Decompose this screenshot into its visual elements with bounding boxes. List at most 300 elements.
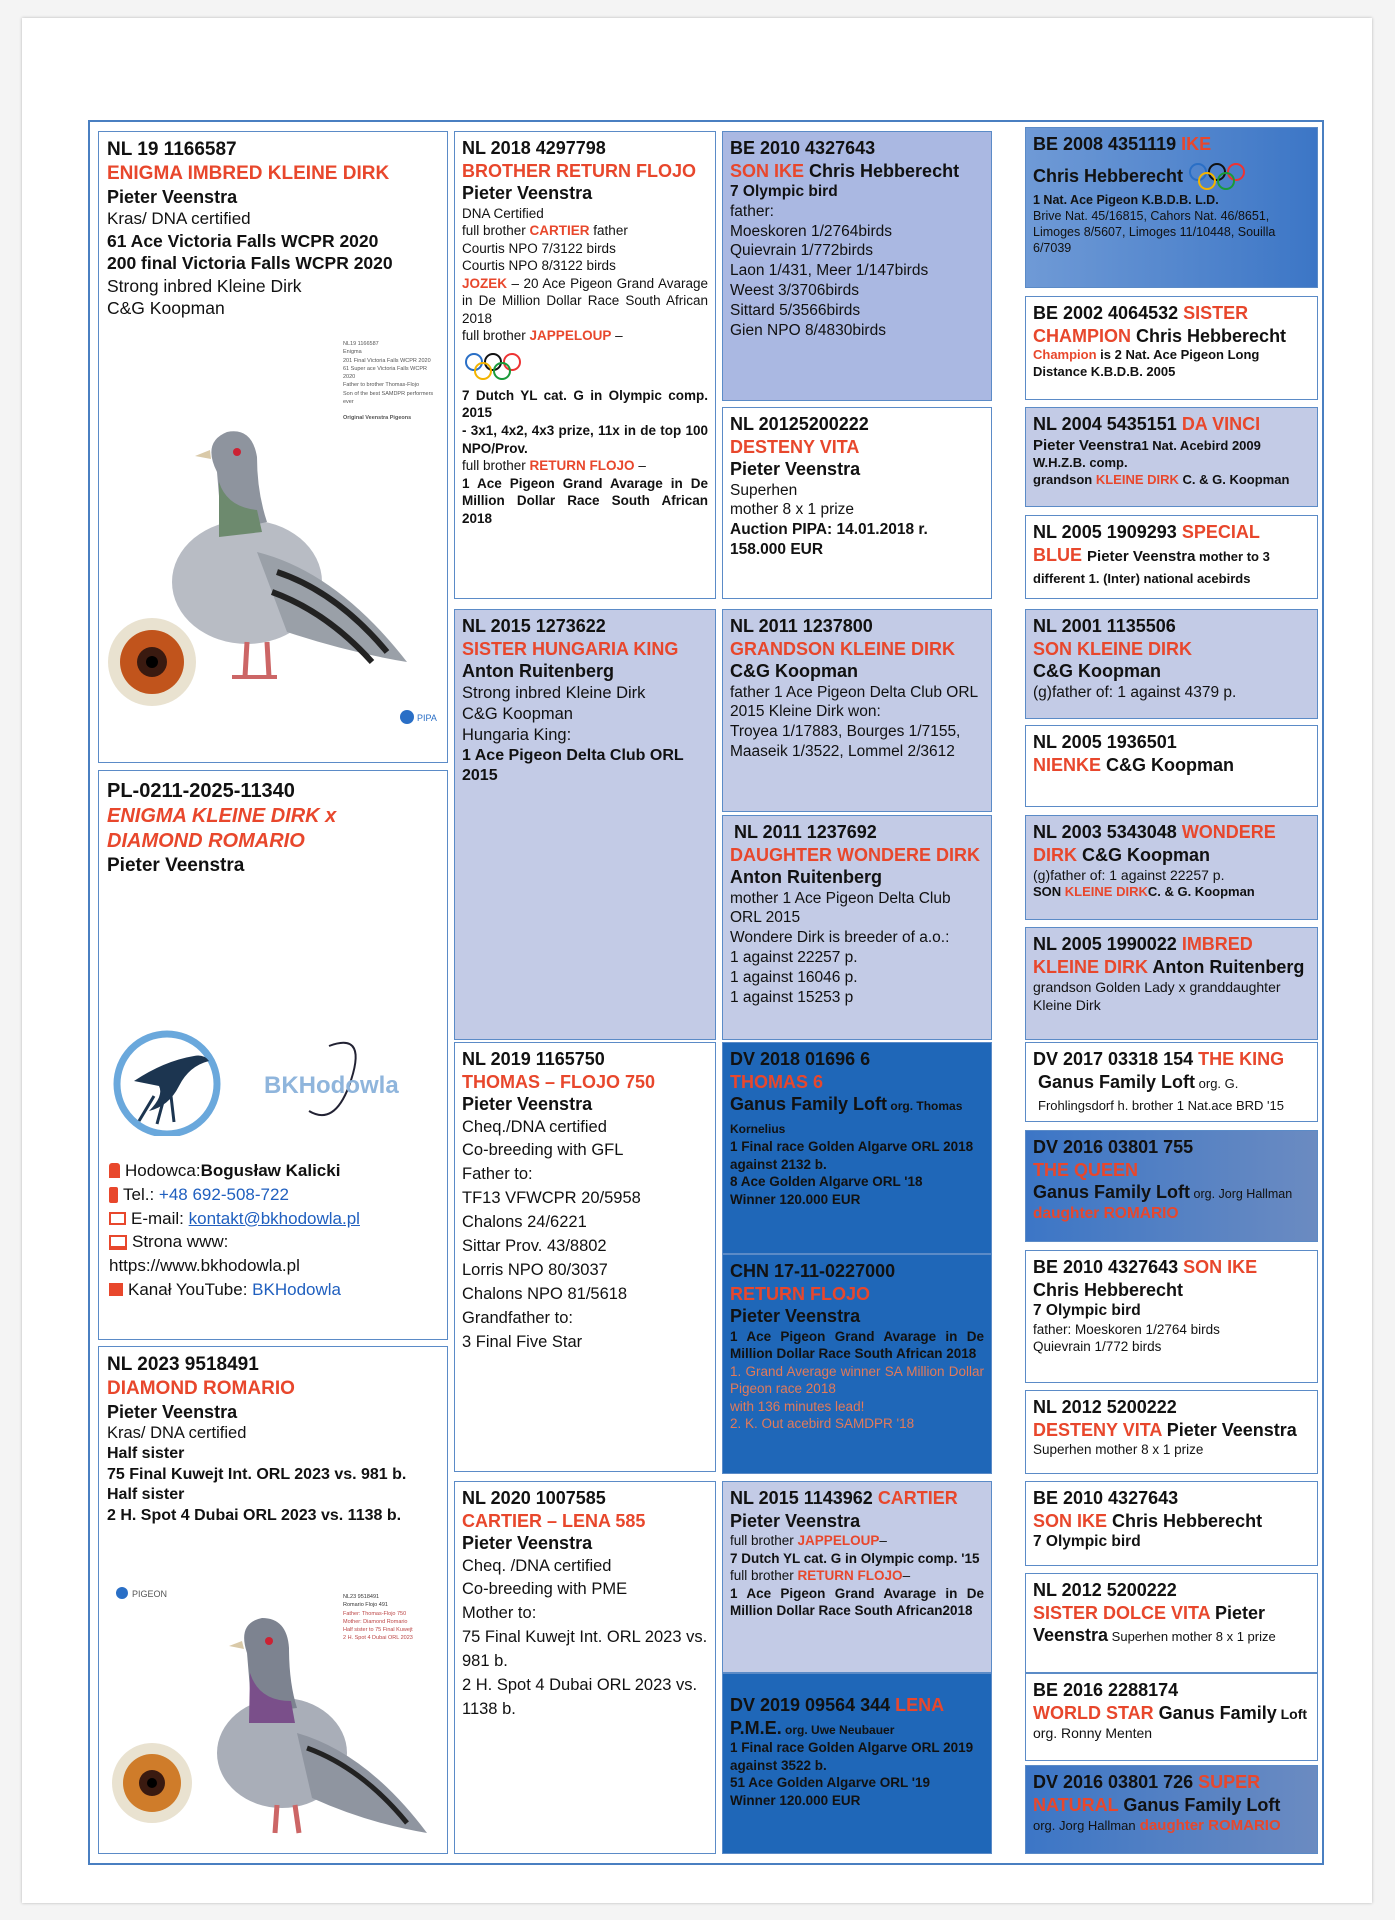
ring-number: CHN 17-11-0227000: [730, 1261, 896, 1281]
gen4-box-6: [1025, 725, 1318, 807]
pigeon-name: SPECIAL BLUE: [1033, 522, 1260, 565]
ring-number: NL 2001 1135506: [1033, 616, 1176, 636]
sire-details: [462, 205, 708, 528]
ring-number: NL 2011 1237800: [730, 616, 873, 636]
text: 1 Nat. Acebird 2009 W.H.Z.B. comp.: [1033, 437, 1261, 470]
pigeon-name: THE KING: [1198, 1049, 1285, 1069]
info-line: Cheq./DNA certified: [462, 1117, 607, 1136]
info-line: Laon 1/431, Meer 1/147birds: [730, 262, 929, 280]
info-line: (g)father of: 1 against 22257 p.: [1033, 867, 1225, 883]
pigeon-name: DESTENY VITA: [730, 436, 860, 457]
info-line: 75 Final Kuwejt Int. ORL 2023 vs. 981 b.: [107, 1465, 407, 1483]
info-line: TF13 VFWCPR 20/5958: [462, 1189, 641, 1208]
ring-number: BE 2016 2288174: [1033, 1680, 1179, 1700]
owner: Anton Ruitenberg: [1152, 956, 1305, 977]
info-line: 51 Ace Golden Algarve ORL '19: [730, 1775, 931, 1791]
pigeon-name: ENIGMA KLEINE DIRK x: [107, 805, 337, 827]
info-line: 7 Dutch YL cat. G in Olympic comp. '15: [730, 1550, 980, 1566]
ring-name: [730, 1694, 984, 1717]
info-line: 1 against 16046 p.: [730, 968, 858, 986]
ring-name: [730, 1487, 984, 1510]
pigeon-name: LENA: [895, 1695, 945, 1715]
gen4-box-7: [1025, 815, 1318, 920]
info-line: Superhen: [730, 481, 798, 499]
info-line: Auction PIPA: 14.01.2018 r. 158.000 EUR: [730, 521, 928, 558]
info-line: 1 Final race Golden Algarve ORL 2019 against 3522 b.: [730, 1740, 974, 1773]
gen4-box-9: [1025, 1042, 1318, 1122]
origin: org. Jorg Hallman: [1190, 1187, 1293, 1201]
olympic-rings-icon: [1188, 162, 1246, 192]
pigeon-name: WORLD STAR: [1033, 1702, 1154, 1723]
owner: Pieter Veenstra: [1033, 1602, 1266, 1645]
info-line: mother to 3 different 1. (Inter) national acebirds: [1033, 548, 1270, 587]
info-line: Winner 120.000 EUR: [730, 1792, 861, 1808]
ring-number: BE 2002 4064532: [1033, 303, 1179, 323]
owner-line: [1033, 162, 1310, 192]
gen4-box-8: [1025, 927, 1318, 1040]
highlight: RETURN FLOJO: [797, 1568, 903, 1584]
info-line: 1 Final race Golden Algarve ORL 2018 against 2132 b.: [730, 1139, 974, 1172]
info-line: Half sister: [107, 1486, 185, 1504]
ring-number: NL 2005 1936501: [1033, 732, 1177, 752]
ring-number: NL 2015 1273622: [462, 616, 606, 636]
owner: Pieter Veenstra: [462, 183, 593, 203]
info-line: [1033, 472, 1310, 489]
breeder-name: Bogusław Kalicki: [200, 1161, 341, 1180]
text: –: [902, 1568, 911, 1584]
gen3-box-2: [722, 407, 992, 599]
info-line: - 3x1, 4x2, 4x3 prize, 11x in de top 100 NPO/Prov.: [462, 422, 708, 456]
pigeon-name: SUPER NATURAL: [1033, 1772, 1261, 1815]
pigeon-name: ENIGMA IMBRED KLEINE DIRK: [107, 162, 390, 184]
ring-name: [1033, 521, 1310, 589]
info-line: [462, 327, 708, 345]
caption-line: NL19 1166587: [343, 341, 379, 347]
gen4-box-5: [1025, 609, 1318, 719]
ring-number: DV 2018 01696 6: [730, 1049, 871, 1069]
owner: Pieter Veenstra: [1087, 547, 1196, 565]
info-line: Co-breeding with GFL: [462, 1141, 624, 1160]
ring-number: DV 2019 09564 344: [730, 1695, 891, 1715]
owner: Pieter Veenstra: [730, 459, 861, 479]
pigeon-logo: PIGEON: [132, 1589, 168, 1599]
ring-name: [1033, 133, 1310, 156]
dam-photo-card: [107, 1583, 437, 1845]
info-line: mother 8 x 1 prize: [730, 501, 855, 519]
info-line: (g)father of: 1 against 4379 p.: [1033, 683, 1237, 701]
info-line: daughter ROMARIO: [1033, 1204, 1179, 1222]
pigeon-name: DESTENY VITA: [1033, 1419, 1162, 1440]
email-label: E-mail:: [131, 1208, 184, 1228]
youtube-row: [109, 1278, 439, 1302]
text: full brother: [730, 1533, 798, 1548]
gen3-box-8: [722, 1673, 992, 1854]
info-line: Quievrain 1/772 birds: [1033, 1339, 1162, 1355]
ring-number: BE 2010 4327643: [1033, 1488, 1179, 1508]
info-line: 3 Final Five Star: [462, 1332, 583, 1351]
ring-name: [1033, 413, 1310, 436]
ring-number: NL 2003 5343048: [1033, 822, 1177, 842]
ring-number: NL 2023 9518491: [107, 1354, 259, 1375]
info-line: 1 Nat. Ace Pigeon K.B.D.B. L.D.: [1033, 192, 1219, 207]
phone-row: [109, 1183, 439, 1207]
text: full brother: [462, 328, 530, 344]
gen4-box-1: [1025, 127, 1318, 288]
caption-line: Father to brother Thomas-Flojo: [343, 382, 420, 389]
gen3-box-7: [722, 1481, 992, 1673]
owner-line: [730, 1717, 984, 1740]
ring-number: NL 2020 1007585: [462, 1488, 606, 1508]
text: C. & G. Koopman: [1147, 884, 1255, 900]
info-line: grandson Golden Lady x granddaughter Kleine Dirk: [1033, 979, 1281, 1014]
ring-number: BE 2008 4351119: [1033, 134, 1177, 154]
highlight: JAPPELOUP: [797, 1533, 880, 1548]
gen3-box-5: [722, 1042, 992, 1254]
www-link[interactable]: https://www.bkhodowla.pl: [109, 1256, 300, 1276]
pigeon-name: DAUGHTER WONDERE DIRK: [730, 844, 980, 865]
text: –: [879, 1533, 887, 1548]
info-line: Lorris NPO 80/3037: [462, 1261, 608, 1280]
owner: Pieter Veenstra: [730, 1510, 861, 1531]
owner: Pieter Veenstra: [462, 1533, 593, 1553]
pigeon-name: GRANDSON KLEINE DIRK: [730, 638, 956, 659]
phone-label: Tel.:: [123, 1184, 155, 1204]
pigeon-name: RETURN FLOJO: [730, 1283, 871, 1304]
ring-number: DV 2016 03801 755: [1033, 1137, 1194, 1157]
info-line: Kras/ DNA certified: [107, 209, 251, 228]
ring-number: DV 2016 03801 726: [1033, 1772, 1194, 1792]
pigeon-name: SON KLEINE DIRK: [1033, 638, 1193, 659]
youtube-link[interactable]: BKHodowla: [252, 1279, 341, 1299]
dam-photo-caption: [343, 1593, 437, 1643]
ring-number: NL 20125200222: [730, 414, 869, 434]
owner: Ganus Family Loft: [1038, 1071, 1196, 1092]
ring-name: [1033, 1256, 1310, 1279]
highlight: Champion: [1033, 347, 1097, 362]
info-line: [462, 222, 708, 240]
text: full brother: [462, 223, 530, 239]
dam-pigeon-box: [98, 1346, 448, 1854]
ring-number: NL 2012 5200222: [1033, 1580, 1177, 1600]
owner: Chris Hebberecht: [1033, 165, 1184, 186]
photo-caption: [343, 340, 437, 422]
text: –: [611, 328, 623, 344]
pigeon-name: DA VINCI: [1181, 414, 1261, 434]
caption-line: Father: Thomas-Flojo 750: [343, 1610, 407, 1617]
olympic-rings-icon: [464, 351, 524, 383]
pigeon-name: WONDERE DIRK: [1033, 822, 1276, 865]
name-owner: [1033, 1602, 1310, 1647]
ring-name: [1033, 933, 1310, 978]
info-line: mother 1 Ace Pigeon Delta Club ORL 2015: [730, 889, 951, 927]
ring-number: NL 19 1166587: [107, 139, 237, 160]
www-row: [109, 1230, 439, 1254]
gen4-box-10: [1025, 1130, 1318, 1242]
logo-text: BKHodowla: [264, 1072, 399, 1099]
ring-number: DV 2017 03318 154: [1033, 1049, 1194, 1069]
caption-line: NL23 9518491: [343, 1594, 380, 1600]
pigeon-name: SISTER CHAMPION: [1033, 303, 1249, 346]
ring-name: [1033, 1771, 1310, 1816]
info-line: 75 Final Kuwejt Int. ORL 2023 vs. 981 b.: [462, 1628, 708, 1671]
ring-number: NL 2018 4297798: [462, 138, 606, 158]
pigeon-name: CARTIER – LENA 585: [462, 1510, 646, 1531]
pigeon-name: NIENKE: [1033, 754, 1102, 775]
gen3-box-6: [722, 1254, 992, 1474]
text: C. & G. Koopman: [1178, 471, 1290, 487]
owner-suffix: Loft: [1276, 1705, 1308, 1722]
info-line: org. Ronny Menten: [1033, 1725, 1153, 1741]
info-line: 2. K. Out acebird SAMDPR '18: [730, 1416, 915, 1432]
clapperboard-icon: [109, 1283, 123, 1296]
info-line: 1 against 15253 p: [730, 988, 854, 1006]
info-line: C&G Koopman: [462, 704, 573, 723]
person-icon: [109, 1163, 120, 1178]
info-line: 1. Grand Average winner SA Million Dollar Pigeon race 2018: [730, 1363, 984, 1397]
owner: Pieter Veenstra: [107, 855, 245, 876]
pigeon-name: SON IKE: [730, 160, 805, 181]
highlight: KLEINE DIRK: [1064, 884, 1148, 900]
ring-number: NL 2004 5435151: [1033, 414, 1177, 434]
phone-icon: [109, 1187, 118, 1203]
name-owner: [1033, 1702, 1310, 1725]
pigeon-name: SON IKE: [1033, 1510, 1108, 1531]
text: father: [589, 223, 628, 239]
bkhodowla-logo: [109, 1026, 429, 1136]
info-line: DNA Certified: [462, 205, 544, 221]
gen4-box-13: [1025, 1481, 1318, 1566]
owner: Pieter Veenstra: [107, 186, 238, 207]
origin: org. Thomas Kornelius: [730, 1099, 963, 1136]
pipa-logo: PIPA: [417, 713, 437, 723]
owner: C&G Koopman: [1033, 661, 1161, 681]
ring-number: BE 2010 4327643: [1033, 1257, 1179, 1277]
info-line: Superhen mother 8 x 1 prize: [1108, 1629, 1276, 1644]
caption-line: 61 Super ace Victoria Falls WCPR 2020: [343, 365, 427, 380]
info-line: [462, 275, 708, 328]
ring-number: NL 2015 1143962: [730, 1488, 873, 1508]
sire-box: [454, 131, 716, 599]
info-line: Grandfather to:: [462, 1308, 573, 1327]
caption-line: Original Veenstra Pigeons: [343, 415, 412, 421]
caption-line: Son of the best SAMDPR performers ever: [343, 390, 434, 405]
gen3-box-1: [722, 131, 992, 401]
info-line: Father to:: [462, 1165, 533, 1184]
highlight: KLEINE DIRK: [1095, 471, 1179, 487]
info-line: Gien NPO 8/4830birds: [730, 321, 886, 339]
owner: C&G Koopman: [1106, 754, 1235, 775]
info-line: 7 Olympic bird: [1033, 1302, 1141, 1319]
email-link[interactable]: kontakt@bkhodowla.pl: [188, 1208, 360, 1228]
pigeon-name: IKE: [1181, 134, 1212, 154]
info-line: Winner 120.000 EUR: [730, 1191, 861, 1207]
info-line: Co-breeding with PME: [462, 1580, 628, 1599]
info-line: Weest 3/3706birds: [730, 282, 859, 300]
info-line: [1033, 884, 1310, 901]
ring-name: [1033, 1048, 1310, 1071]
info-line: 2 H. Spot 4 Dubai ORL 2023 vs. 1138 b.: [462, 1676, 698, 1719]
gen3-box-4: [722, 815, 992, 1040]
text: – 20 Ace Pigeon Grand Avarage in De Million Dollar Race South African 2018: [462, 275, 708, 326]
owner: Pieter Veenstra: [462, 1094, 593, 1114]
name-owner: [730, 160, 984, 183]
email-row: [109, 1207, 439, 1231]
pigeon-name: SISTER HUNGARIA KING: [462, 638, 679, 659]
pigeon-name: SON IKE: [1183, 1257, 1258, 1277]
dove-logo-icon: [109, 1026, 429, 1136]
ring-number: NL 2005 1909293: [1033, 522, 1177, 542]
text: is 2 Nat. Ace Pigeon Long Distance K.B.D.B. 2005: [1033, 347, 1260, 379]
owner: Pieter Veenstra: [107, 1401, 238, 1422]
caption-line: Enigma: [343, 349, 362, 356]
owner: Pieter Veenstra: [1166, 1419, 1297, 1440]
info-line: Chalons NPO 81/5618: [462, 1284, 628, 1303]
pigeon-name: IMBRED KLEINE DIRK: [1033, 934, 1253, 977]
info-line: 1 against 22257 p.: [730, 948, 858, 966]
info-line: Strong inbred Kleine Dirk: [462, 683, 646, 702]
gen4-box-3: [1025, 407, 1318, 507]
owner: P.M.E.: [730, 1717, 782, 1738]
text: full brother: [730, 1568, 798, 1584]
gen4-box-14: [1025, 1573, 1318, 1673]
owner-line: [730, 1093, 984, 1138]
info-line: Superhen mother 8 x 1 prize: [1033, 1442, 1204, 1457]
info-line: C&G Koopman: [107, 297, 225, 318]
ring-number: BE 2010 4327643: [730, 138, 876, 158]
phone-number[interactable]: +48 692-508-722: [158, 1184, 289, 1204]
owner: Ganus Family Loft: [1123, 1794, 1281, 1815]
pigeon-name: THE QUEEN: [1033, 1159, 1139, 1180]
ring-number: NL 2011 1237692: [734, 822, 877, 842]
highlight: daughter ROMARIO: [1135, 1817, 1281, 1834]
info-line: Wondere Dirk is breeder of a.o.:: [730, 929, 950, 947]
owner: Anton Ruitenberg: [462, 661, 614, 681]
pigeon-name: BROTHER RETURN FLOJO: [462, 160, 696, 181]
info-line: 200 final Victoria Falls WCPR 2020: [107, 253, 393, 274]
owner: Chris Hebberecht: [1136, 325, 1287, 346]
info-line: Hungaria King:: [462, 725, 572, 744]
subject-pigeon-box: [98, 770, 448, 1340]
info-line: 8 Ace Golden Algarve ORL '18: [730, 1174, 923, 1190]
caption-line: Mother: Diamond Romario: [343, 1618, 408, 1625]
info-line: org. G. Frohlingsdorf h. brother 1 Nat.ace BRD '15: [1038, 1075, 1284, 1113]
info-line: 1 Ace Pigeon Grand Avarage in De Million Dollar Race South African2018: [730, 1585, 984, 1619]
www-url-row: [109, 1254, 439, 1278]
name-owner: [1033, 1419, 1310, 1442]
pigeon-name: THOMAS 6: [730, 1071, 824, 1092]
owner: Ganus Family Loft: [730, 1094, 888, 1114]
main-pigeon-box: [98, 131, 448, 763]
info-line: 7 Olympic bird: [730, 183, 838, 200]
info-line: 7 Dutch YL cat. G in Olympic comp. 2015: [462, 387, 708, 421]
text: full brother: [462, 458, 530, 474]
info-line: 2 H. Spot 4 Dubai ORL 2023 vs. 1138 b.: [107, 1506, 402, 1524]
caption-line: Half sister to 75 Final Kuwejt: [343, 1627, 413, 1633]
info-line: Strong inbred Kleine Dirk: [107, 275, 302, 296]
name-owner: [1033, 1510, 1310, 1533]
info-line: [1033, 1816, 1310, 1835]
info-line: 1 Ace Pigeon Grand Avarage in De Million Dollar Race South African 2018: [730, 1328, 984, 1362]
breeder-row: [109, 1159, 439, 1183]
caption-line: 201 Final Victoria Falls WCPR 2020: [343, 357, 431, 364]
info-line: father 1 Ace Pigeon Delta Club ORL 2015 Kleine Dirk won:: [730, 683, 978, 721]
origin: org. Jorg Hallman: [1033, 1818, 1136, 1833]
info-line: Courtis NPO 8/3122 birds: [462, 258, 616, 274]
info-line: Sittard 5/3566birds: [730, 301, 861, 319]
highlight: JAPPELOUP: [529, 328, 612, 344]
info-line: Half sister: [107, 1445, 185, 1463]
gen4-box-12: [1025, 1390, 1318, 1474]
info-line: [1033, 436, 1310, 472]
youtube-label: Kanał YouTube:: [128, 1279, 248, 1299]
info-line: 1 Ace Pigeon Delta Club ORL 2015: [462, 746, 684, 785]
owner: Chris Hebberecht: [809, 160, 960, 181]
laptop-icon: [109, 1235, 127, 1250]
owner: Pieter Veenstra: [730, 1306, 861, 1326]
gen3-box-3: [722, 609, 992, 812]
info-line: Sittar Prov. 43/8802: [462, 1237, 607, 1256]
owner: Anton Ruitenberg: [730, 867, 882, 887]
pigeon-name: CARTIER: [877, 1488, 958, 1508]
dam-dam-box: [454, 1481, 716, 1854]
info-line: Mother to:: [462, 1604, 537, 1623]
pigeon-photo-card: [107, 332, 437, 742]
info-line: Quievrain 1/772birds: [730, 242, 874, 260]
gen4-box-4: [1025, 515, 1318, 599]
highlight: CARTIER: [529, 223, 590, 239]
pigeon-name: THOMAS – FLOJO 750: [462, 1071, 656, 1092]
origin: org. Uwe Neubauer: [781, 1722, 895, 1737]
info-line: Cheq. /DNA certified: [462, 1556, 612, 1575]
contact-block: [109, 1159, 439, 1302]
info-line: 7 Olympic bird: [1033, 1533, 1141, 1550]
gen4-box-2: [1025, 296, 1318, 400]
sire-dam-box: [454, 609, 716, 1040]
pigeon-name: DIAMOND ROMARIO: [107, 1377, 295, 1399]
www-label: Strona www:: [132, 1232, 229, 1252]
info-line: Courtis NPO 7/3122 birds: [462, 240, 616, 256]
gen4-box-15: [1025, 1673, 1318, 1761]
info-line: Kras/ DNA certified: [107, 1424, 247, 1442]
info-line: father: Moeskoren 1/2764 birds: [1033, 1321, 1220, 1337]
mail-icon: [109, 1212, 126, 1225]
dam-sire-box: [454, 1042, 716, 1472]
info-line: [730, 1532, 984, 1550]
ring-number: PL-0211-2025-11340: [107, 780, 295, 802]
ring-name: [1033, 302, 1310, 347]
breeder-label: Hodowca:: [125, 1161, 201, 1180]
info-line: Moeskoren 1/2764birds: [730, 222, 892, 240]
gen4-box-16: [1025, 1765, 1318, 1854]
info-line: 1 Ace Pigeon Grand Avarage in De Million Dollar Race South African 2018: [462, 475, 708, 526]
pigeon-name: SISTER DOLCE VITA: [1033, 1602, 1211, 1623]
gen4-box-11: [1025, 1250, 1318, 1383]
highlight: JOZEK: [462, 275, 508, 291]
text: grandson: [1033, 471, 1096, 487]
info-line: Chalons 24/6221: [462, 1213, 587, 1232]
owner: Pieter Veenstra: [1033, 436, 1142, 454]
pigeon-name-2: DIAMOND ROMARIO: [107, 830, 305, 852]
info-line: [1033, 347, 1310, 381]
ring-number: NL 2019 1165750: [462, 1049, 605, 1069]
owner: Chris Hebberecht: [1033, 1279, 1184, 1300]
caption-line: Romario Flojo 491: [343, 1602, 388, 1609]
owner: Ganus Family: [1158, 1702, 1277, 1723]
info-line: [462, 457, 708, 475]
info-line: father:: [730, 202, 774, 220]
highlight: RETURN FLOJO: [529, 458, 635, 474]
info-line: Brive Nat. 45/16815, Cahors Nat. 46/8651, Limoges 8/5607, Limoges 11/10448, Souilla 6/7039: [1033, 208, 1276, 256]
